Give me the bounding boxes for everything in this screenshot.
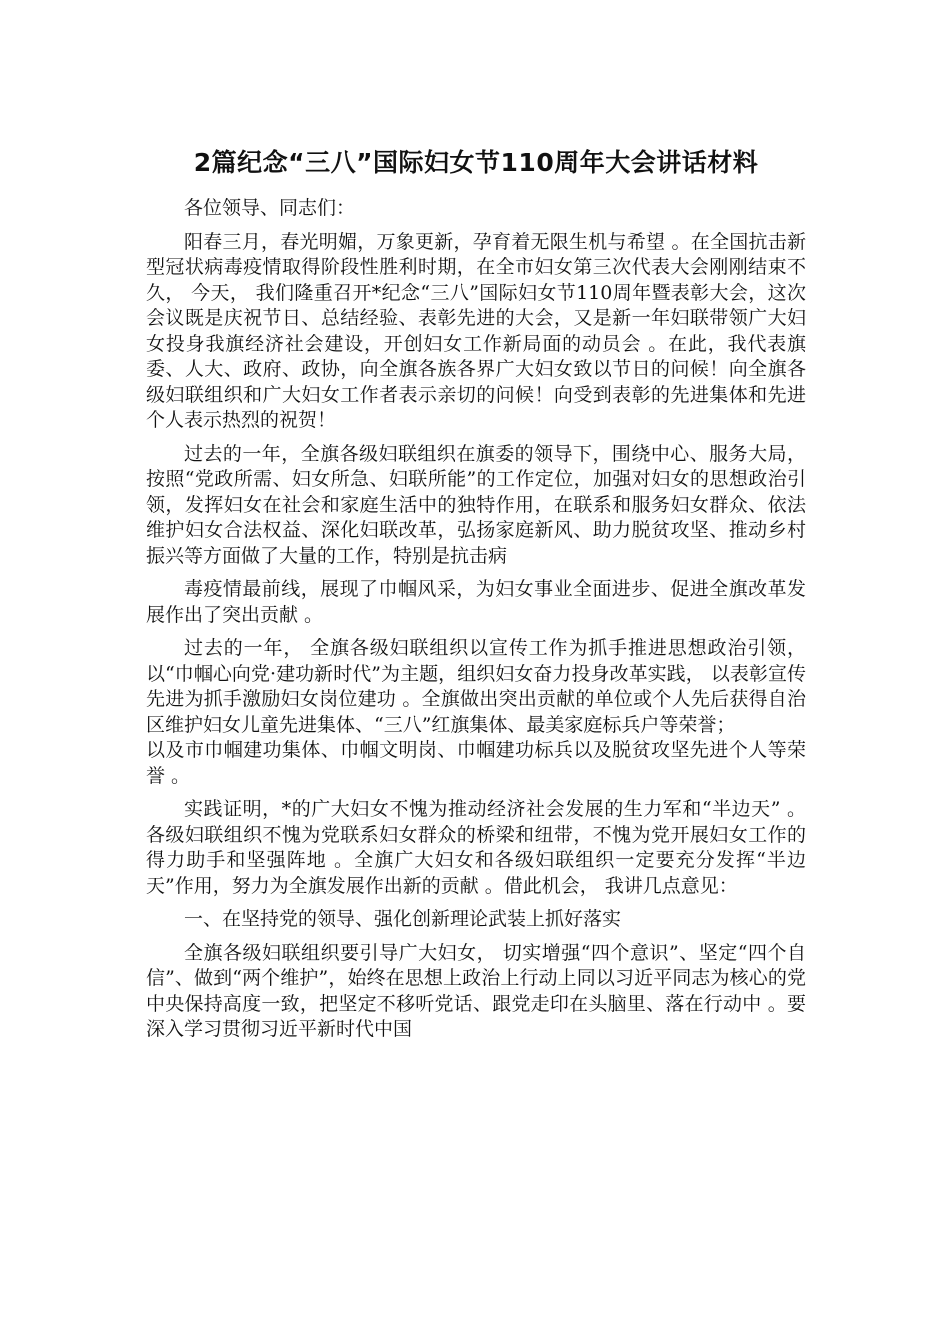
document-page xyxy=(146,140,806,1051)
opening-paragraph: 阳春三月，春光明媚，万象更新，孕育着无限生机与希望 。在全国抗击新型冠状病毒疫情取得阶段性胜利时期，在全市妇女第三次代表大会刚刚结束不久， 今天， 我们隆重召开*纪念“三八”国际妇女节110周年暨表彰大会，这次会议既是庆祝节日、总结经验、表彰先进的大会，又是新一年妇联带领广大妇女投身我旗经济社会建设，开创妇女工作新局面的动员会 。在此，我代表旗委、人大、政府、政协，向全旗各族各界广大妇女致以节日的问候！向全旗各级妇联组织和广大妇女工作者表示亲切的问候！向受到表彰的先进集体和先进个人表示热烈的祝贺！ xyxy=(146,230,806,431)
publicity-paragraph: 过去的一年， 全旗各级妇联组织以宣传工作为抓手推进思想政治引领，以“巾帼心向党·建功新时代”为主题，组织妇女奋力投身改革实践， 以表彰宣传先进为抓手激励妇女岗位建功 。全旗做出突出贡献的单位或个人先后获得自治区维护妇女儿童先进集体、“三八”红旗集体、最美家庭标兵户等荣誉； xyxy=(146,637,806,736)
practice-paragraph: 实践证明，*的广大妇女不愧为推动经济社会发展的生力军和“半边天” 。各级妇联组织不愧为党联系妇女群众的桥梁和纽带，不愧为党开展妇女工作的得力助手和坚强阵地 。全旗广大妇女和各级妇联组织一定要充分发挥“半边天”作用，努力为全旗发展作出新的贡献 。借此机会， 我讲几点意见： xyxy=(146,798,806,897)
honors-paragraph: 以及市巾帼建功集体、巾帼文明岗、巾帼建功标兵以及脱贫攻坚先进个人等荣誉 。 xyxy=(146,739,806,787)
review-continued-paragraph: 毒疫情最前线，展现了巾帼风采，为妇女事业全面进步、促进全旗改革发展作出了突出贡献 。 xyxy=(146,578,806,626)
salutation-paragraph: 各位领导、同志们： xyxy=(184,197,356,219)
review-paragraph: 过去的一年，全旗各级妇联组织在旗委的领导下，围绕中心、服务大局，按照“党政所需、妇女所急、妇联所能”的工作定位，加强对妇女的思想政治引领，发挥妇女在社会和家庭生活中的独特作用，在联系和服务妇女群众、依法维护妇女合法权益、深化妇联改革，弘扬家庭新风、助力脱贫攻坚、推动乡村振兴等方面做了大量的工作，特别是抗击病 xyxy=(146,442,806,567)
document-title: 2篇纪念“三八”国际妇女节110周年大会讲话材料 xyxy=(193,148,759,177)
section-heading-1: 一、在坚持党的领导、强化创新理论武装上抓好落实 xyxy=(184,908,622,930)
section-1-paragraph: 全旗各级妇联组织要引导广大妇女， 切实增强“四个意识”、坚定“四个自信”、做到“两个维护”，始终在思想上政治上行动上同以习近平同志为核心的党中央保持高度一致，把坚定不移听党话、跟党走印在头脑里、落在行动中 。要深入学习贯彻习近平新时代中国 xyxy=(146,941,806,1040)
